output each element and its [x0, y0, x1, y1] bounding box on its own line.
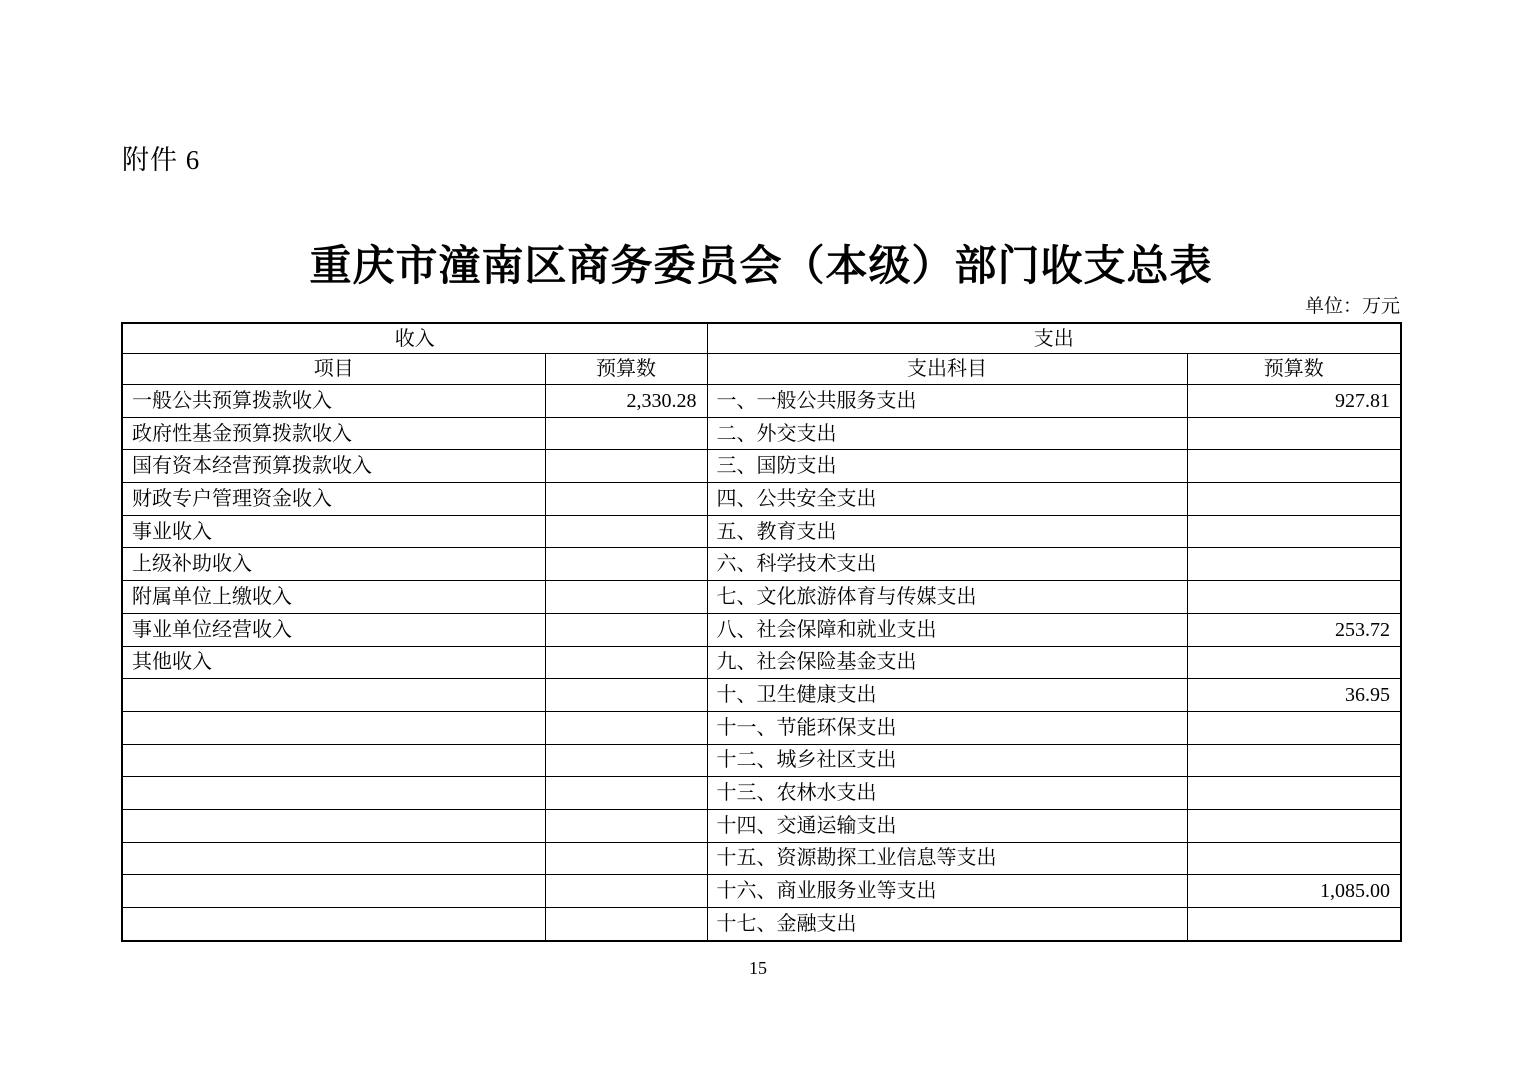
expense-item-cell: 十七、金融支出: [707, 908, 1187, 941]
expense-item-cell: 十六、商业服务业等支出: [707, 875, 1187, 908]
expense-budget-cell: [1187, 450, 1401, 483]
expense-item-cell: 二、外交支出: [707, 417, 1187, 450]
expense-budget-cell: [1187, 548, 1401, 581]
income-item-cell: [122, 777, 545, 810]
income-budget-cell: [545, 744, 707, 777]
income-budget-cell: [545, 515, 707, 548]
expense-section-header: 支出: [707, 323, 1401, 354]
income-budget-cell: [545, 777, 707, 810]
col-header-income-budget: 预算数: [545, 354, 707, 385]
expense-item-cell: 十、卫生健康支出: [707, 679, 1187, 712]
table-row: [122, 875, 1401, 908]
income-budget-cell: [545, 842, 707, 875]
table-row: [122, 450, 1401, 483]
table-row: [122, 679, 1401, 712]
expense-item-cell: 四、公共安全支出: [707, 483, 1187, 516]
income-item-cell: 附属单位上缴收入: [122, 581, 545, 614]
income-budget-cell: [545, 646, 707, 679]
expense-item-cell: 十三、农林水支出: [707, 777, 1187, 810]
table-row: [122, 777, 1401, 810]
income-item-cell: 上级补助收入: [122, 548, 545, 581]
expense-item-cell: 八、社会保障和就业支出: [707, 613, 1187, 646]
expense-budget-cell: [1187, 809, 1401, 842]
expense-item-cell: 十四、交通运输支出: [707, 809, 1187, 842]
attachment-label: 附件 6: [122, 145, 201, 175]
table-row: [122, 908, 1401, 941]
expense-budget-cell: [1187, 646, 1401, 679]
table-row: [122, 613, 1401, 646]
income-budget-cell: [545, 548, 707, 581]
budget-table: [121, 322, 1402, 942]
income-budget-cell: [545, 613, 707, 646]
income-budget-cell: [545, 809, 707, 842]
income-budget-cell: [545, 581, 707, 614]
income-item-cell: [122, 842, 545, 875]
income-section-header: 收入: [122, 323, 707, 354]
table-body: [122, 385, 1401, 941]
income-item-cell: 财政专户管理资金收入: [122, 483, 545, 516]
col-header-income-item: 项目: [122, 354, 545, 385]
income-budget-cell: [545, 483, 707, 516]
income-item-cell: [122, 908, 545, 941]
expense-budget-cell: [1187, 417, 1401, 450]
page-number: 15: [749, 958, 767, 978]
expense-budget-cell: [1187, 483, 1401, 516]
table-row: [122, 483, 1401, 516]
expense-item-cell: 五、教育支出: [707, 515, 1187, 548]
income-item-cell: 事业收入: [122, 515, 545, 548]
table-row: [122, 744, 1401, 777]
table-row: [122, 417, 1401, 450]
expense-budget-cell: [1187, 908, 1401, 941]
income-item-cell: [122, 809, 545, 842]
income-budget-cell: [545, 679, 707, 712]
table-row: [122, 548, 1401, 581]
income-item-cell: 政府性基金预算拨款收入: [122, 417, 545, 450]
income-item-cell: 其他收入: [122, 646, 545, 679]
income-budget-cell: [545, 450, 707, 483]
table-row: [122, 515, 1401, 548]
expense-item-cell: 七、文化旅游体育与传媒支出: [707, 581, 1187, 614]
table-row: [122, 385, 1401, 418]
income-item-cell: [122, 679, 545, 712]
income-item-cell: [122, 875, 545, 908]
expense-budget-cell: [1187, 744, 1401, 777]
table-row: [122, 581, 1401, 614]
income-item-cell: [122, 711, 545, 744]
unit-label: 单位：万元: [1304, 296, 1400, 317]
expense-budget-cell: [1187, 842, 1401, 875]
table-column-header-row: [122, 354, 1401, 385]
expense-budget-cell: 36.95: [1187, 679, 1401, 712]
income-item-cell: 事业单位经营收入: [122, 613, 545, 646]
expense-budget-cell: 253.72: [1187, 613, 1401, 646]
income-budget-cell: [545, 908, 707, 941]
expense-budget-cell: 927.81: [1187, 385, 1401, 418]
expense-budget-cell: [1187, 581, 1401, 614]
income-budget-cell: [545, 875, 707, 908]
col-header-expense-budget: 预算数: [1187, 354, 1401, 385]
income-item-cell: 一般公共预算拨款收入: [122, 385, 545, 418]
table-row: [122, 711, 1401, 744]
expense-item-cell: 十一、节能环保支出: [707, 711, 1187, 744]
col-header-expense-item: 支出科目: [707, 354, 1187, 385]
income-item-cell: 国有资本经营预算拨款收入: [122, 450, 545, 483]
expense-item-cell: 十五、资源勘探工业信息等支出: [707, 842, 1187, 875]
table-group-header-row: [122, 323, 1401, 354]
page-title: 重庆市潼南区商务委员会（本级）部门收支总表: [309, 244, 1213, 290]
expense-budget-cell: [1187, 777, 1401, 810]
income-budget-cell: 2,330.28: [545, 385, 707, 418]
expense-budget-cell: 1,085.00: [1187, 875, 1401, 908]
table-row: [122, 842, 1401, 875]
income-item-cell: [122, 744, 545, 777]
income-budget-cell: [545, 711, 707, 744]
expense-budget-cell: [1187, 711, 1401, 744]
expense-item-cell: 九、社会保险基金支出: [707, 646, 1187, 679]
expense-item-cell: 三、国防支出: [707, 450, 1187, 483]
expense-item-cell: 六、科学技术支出: [707, 548, 1187, 581]
expense-budget-cell: [1187, 515, 1401, 548]
income-budget-cell: [545, 417, 707, 450]
table-row: [122, 646, 1401, 679]
expense-item-cell: 一、一般公共服务支出: [707, 385, 1187, 418]
table-row: [122, 809, 1401, 842]
expense-item-cell: 十二、城乡社区支出: [707, 744, 1187, 777]
